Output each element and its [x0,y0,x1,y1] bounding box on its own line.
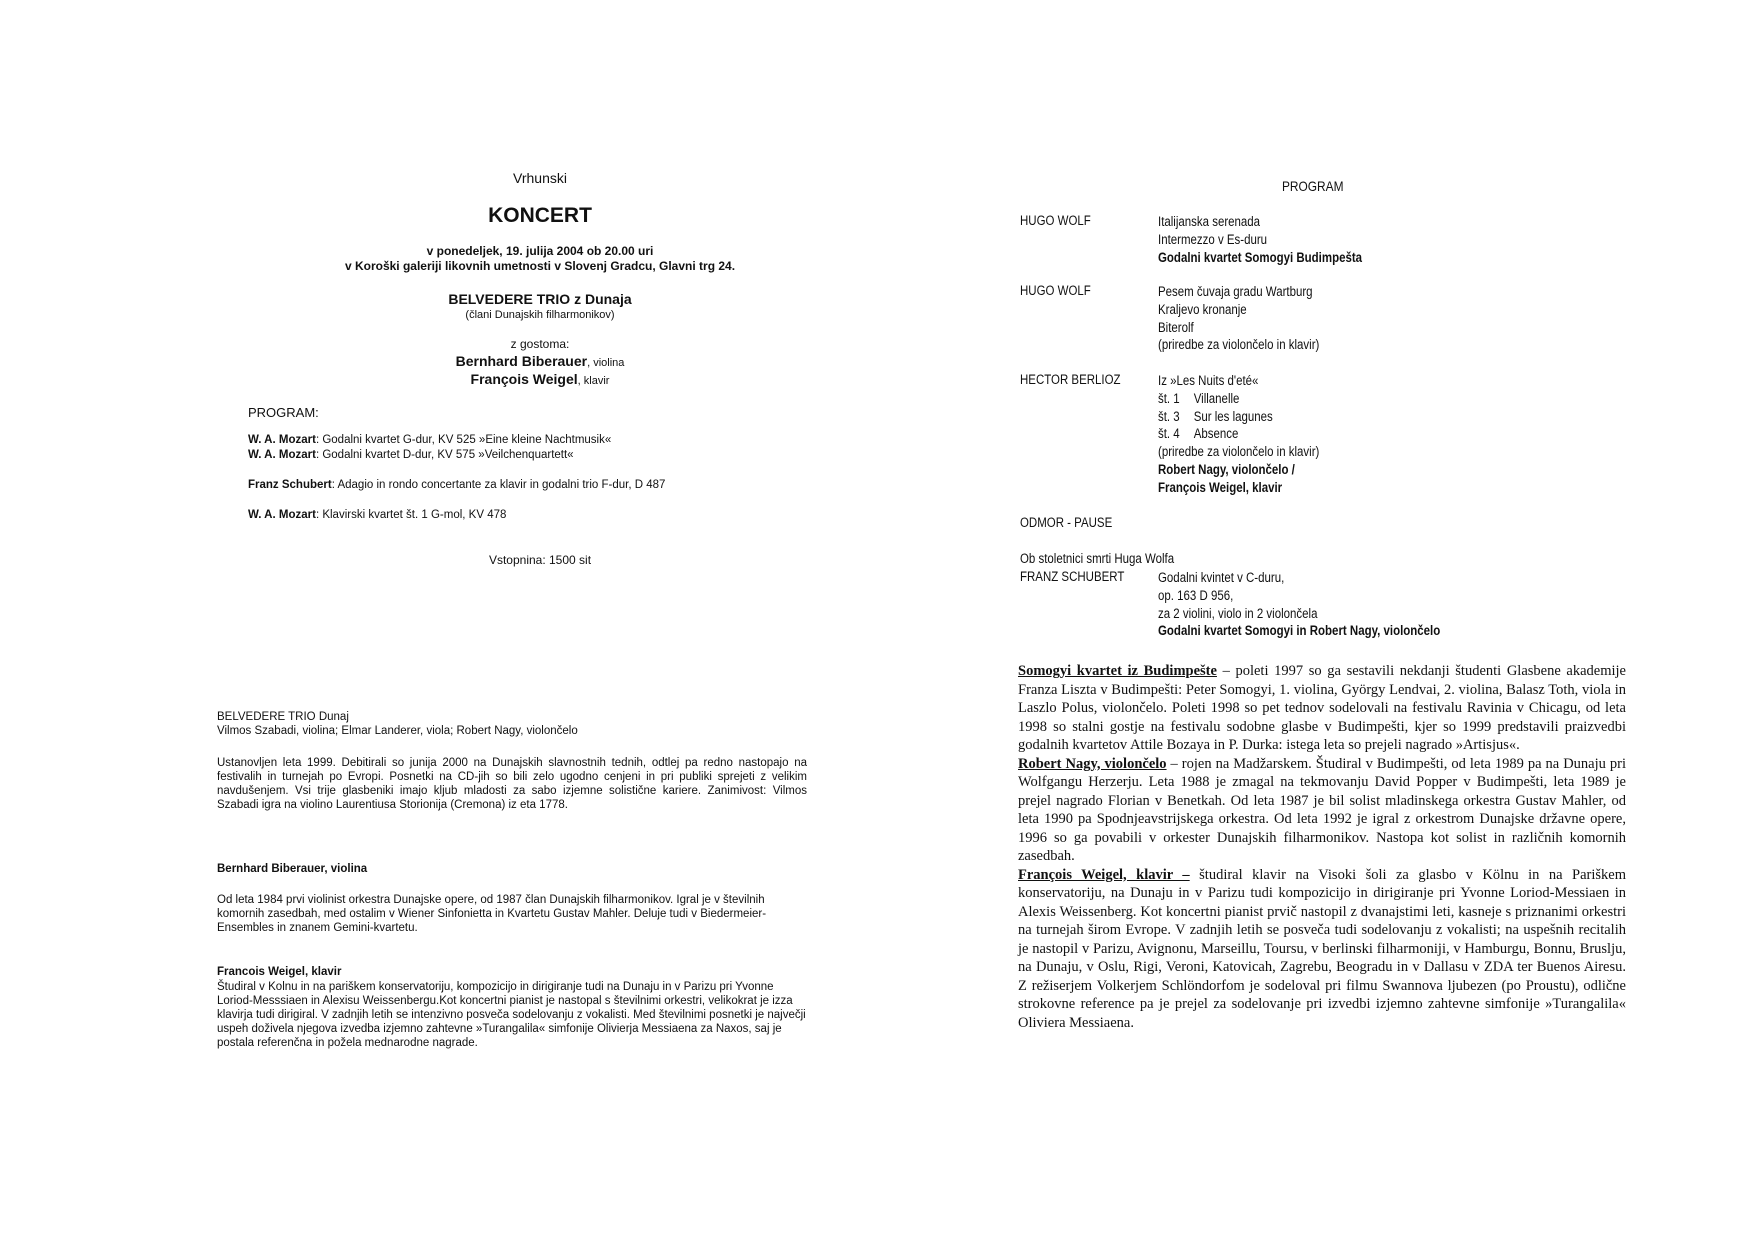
song-title: Absence [1193,426,1239,442]
weigel-bio: Študiral v Kolnu in na pariškem konservatoriju, kompozicijo in dirigiranje tudi na Dunaju in v Parizu pri Yvonne Loriod-Messsiaen in Alexisu Weissenbergu.Kot koncertni pianist je nastopal s številnimi orkestri, velikokrat je izza klavirja tudi dirigiral. V zadnjih letih se intenzivno posveča sodelovanju z vokalisti. Med številnimi posnetki je največji uspeh doživela njegova izvedba izjemno zahtevne »Turangalila« simfonije Olivierja Messiaena za Naxos, saj je postala referenčna in požela mednarodne nagrade. [217,981,806,1049]
concert-title: KONCERT [488,204,592,227]
trio-members-note: (člani Dunajskih filharmonikov) [465,309,615,321]
work-detail: za 2 violini, violo in 2 violončela [1158,605,1318,621]
guests-label: z gostoma: [510,337,570,351]
arrangement-note: (priredbe za violončelo in klavir) [1158,444,1320,460]
work-title: Biterolf [1158,319,1194,335]
program-heading: PROGRAM [1282,178,1344,194]
program-block-3 [1158,372,1319,497]
trio-bio-title: BELVEDERE TRIO Dunaj [217,711,349,723]
somogyi-heading: Somogyi kvartet iz Budimpešte [1018,663,1217,679]
work-title: Iz »Les Nuits d'eté« [1158,373,1259,388]
program-work: : Klavirski kvartet št. 1 G-mol, KV 478 [315,509,507,521]
work-title: Kraljevo kronanje [1158,301,1247,317]
arrangement-note: (priredbe za violončelo in klavir) [1158,337,1320,353]
guest-2 [0,371,1080,387]
guest-1 [0,353,1080,369]
biberauer-bio: Od leta 1984 prvi violinist orkestra Dunajske opere, od 1987 član Dunajskih filharmonikov. Igral je v številnih komornih zasedbah, med ostalim v Wiener Sinfonietta in Kvartetu Gustav Mahler. Deluje tudi v Biedermeier-Ensembles in znanem Gemini-kvartetu. [217,894,767,934]
program-composer: W. A. Mozart [248,434,316,446]
program-label: PROGRAM: [248,405,319,420]
song-number: št. 4 [1158,426,1180,442]
program-item [248,508,506,523]
nagy-heading: Robert Nagy, violončelo [1018,755,1167,772]
song-title: Sur les lagunes [1193,408,1273,424]
program-work: : Adagio in rondo concertante za klavir in godalni trio F-dur, D 487 [331,479,666,491]
date-line: v ponedeljek, 19. julija 2004 ob 20.00 uri [426,244,654,258]
guest-1-role: , violina [587,357,625,369]
program-block-4 [1158,569,1440,640]
guest-1-name: Bernhard Biberauer [455,353,588,369]
weigel-heading-right: François Weigel, klavir – [1018,866,1190,883]
performers: Robert Nagy, violončelo / [1158,461,1295,477]
work-title: Intermezzo v Es-duru [1158,231,1268,247]
program-work: : Godalni kvartet D-dur, KV 575 »Veilchenquartett« [315,449,574,461]
song-number: št. 1 [1158,390,1180,406]
trio-heading [217,710,807,738]
trio-bio-members: Vilmos Szabadi, violina; Elmar Landerer, viola; Robert Nagy, violončelo [217,725,578,737]
weigel-text-right: študiral klavir na Visoki šoli za glasbo v Kölnu in na Pariškem konservatoriju, na Dunaju in v Parizu tudi kompozicijo in dirigiranje pri Yvonne Loriod-Messiaen in Alexis Weissenberg. Kot koncertni pianist prvič nastopil z dvanajstimi leti, kasneje s priznanimi orkestri na turnejah širom Evrope. V zadnjih letih se posveča tudi sodelovanju z vokalisti; na uspešnih recitalih je nastopil v Parizu, Avignonu, Marseillu, Toursu, v berlinski filharmoniji, v Hamburgu, Bonnu, Bruslju, na Dunaju, v Oslu, Rigi, Veroni, Katovicah, Zagrebu, Beogradu in v Dallasu v ZDA ter Buenos Airesu. Z režiserjem Volkerjem Schlöndorfom je sodeloval pri filmu Swannova ljubezen (po Proustu), odlične strokovne reference pa je prejel za sodelovanje pri izvedbi izjemno zahtevne simfonije »Turangalila« Oliviera Messiaena. [1018,866,1626,1031]
composer-name: FRANZ SCHUBERT [1020,569,1125,584]
trio-name: BELVEDERE TRIO z Dunaja [448,291,632,307]
date-venue [0,244,1080,274]
work-title: Italijanska serenada [1158,214,1261,229]
program-composer: W. A. Mozart [248,509,316,521]
program-block-1 [1158,213,1362,266]
composer-name: HECTOR BERLIOZ [1020,372,1121,387]
subtitle: Vrhunski [513,170,567,186]
program-item [248,433,611,448]
program-item [248,478,665,493]
nagy-bio [1018,755,1626,866]
performer-bios-right [1018,662,1626,1032]
composer-name: HUGO WOLF [1020,213,1091,228]
work-title: Godalni kvintet v C-duru, [1158,570,1285,585]
song-number: št. 3 [1158,408,1180,424]
performers: Godalni kvartet Somogyi in Robert Nagy, violončelo [1158,623,1441,639]
program-work: : Godalni kvartet G-dur, KV 525 »Eine kleine Nachtmusik« [315,434,612,446]
venue-line: v Koroški galeriji likovnih umetnosti v Slovenj Gradcu, Glavni trg 24. [344,259,736,273]
program-item [248,448,574,463]
song-title: Villanelle [1193,390,1240,406]
somogyi-bio [1018,662,1626,755]
admission-price: Vstopnina: 1500 sit [488,553,592,567]
trio-bio: Ustanovljen leta 1999. Debitirali so junija 2000 na Dunajskih slavnostnih tednih, odtlej pa redno nastopajo na festivalih in turnejah po Evropi. Posnetki na CD-jih so bili zelo ugodno cenjeni in pri publiki sprejeti z velikim navdušenjem. Vsi trije glasbeniki imajo kljub mladosti za sabo izjemne solistične kariere. Zanimivost: Vilmos Szabadi igra na violino Laurentiusa Storionija (Cremona) iz eta 1778. [217,757,807,811]
program-block-2 [1158,283,1319,354]
somogyi-text: – poleti 1997 so ga sestavili nekdanji študenti Glasbene akademije Franza Liszta v Budimpešti: Peter Somogyi, 1. violina, György Lendvai, 2. violina, Balasz Toth, viola in Laszlo Polus, violončelo. Poleti 1998 so pet tednov sodelovali na festivalu Ravinia v Chicagu, od leta 1998 so stalni gostje na festivalu sodobne glasbe v Budimpešti, kjer so 1999 predstavili praizvedbi godalnih kvartetov Attile Bozaya in P. Durka: istega leta so prejeli nagrado »Artisjus«. [1018,663,1626,753]
guest-2-name: François Weigel [470,371,578,387]
song-item [1158,425,1319,443]
performers: Godalni kvartet Somogyi Budimpešta [1158,249,1363,265]
guest-2-role: , klavir [577,375,610,387]
weigel-bio-right [1018,866,1626,1033]
composer-name: HUGO WOLF [1020,283,1091,298]
song-item [1158,390,1319,408]
anniversary-note: Ob stoletnici smrti Huga Wolfa [1020,551,1175,566]
song-item [1158,408,1319,426]
work-detail: op. 163 D 956, [1158,587,1234,603]
program-composer: Franz Schubert [248,479,332,491]
weigel-heading: Francois Weigel, klavir [217,966,342,978]
nagy-text: – rojen na Madžarskem. Študiral v Budimpešti, od leta 1989 pa na Dunaju pri Wolfgangu Herzerju. Leta 1988 je zmagal na tekmovanju David Popper v Budimpešti, leta 1989 je prejel nagrado Florian v Benetkah. Od leta 1987 je bil solist mladinskega orkestra Gustav Mahler, od leta 1990 pa Spodnjeavstrijskega orkestra. Od leta 1992 je igral z orkestrom Dunajske državne opere, 1996 so ga povabili v orkester Dunajskih filharmonikov. Nastopa kot solist in različnih komornih zasedbah. [1018,755,1626,864]
pause-label: ODMOR - PAUSE [1020,515,1113,530]
program-composer: W. A. Mozart [248,449,316,461]
biberauer-heading: Bernhard Biberauer, violina [217,863,368,875]
performers: François Weigel, klavir [1158,479,1283,495]
work-title: Pesem čuvaja gradu Wartburg [1158,284,1313,299]
